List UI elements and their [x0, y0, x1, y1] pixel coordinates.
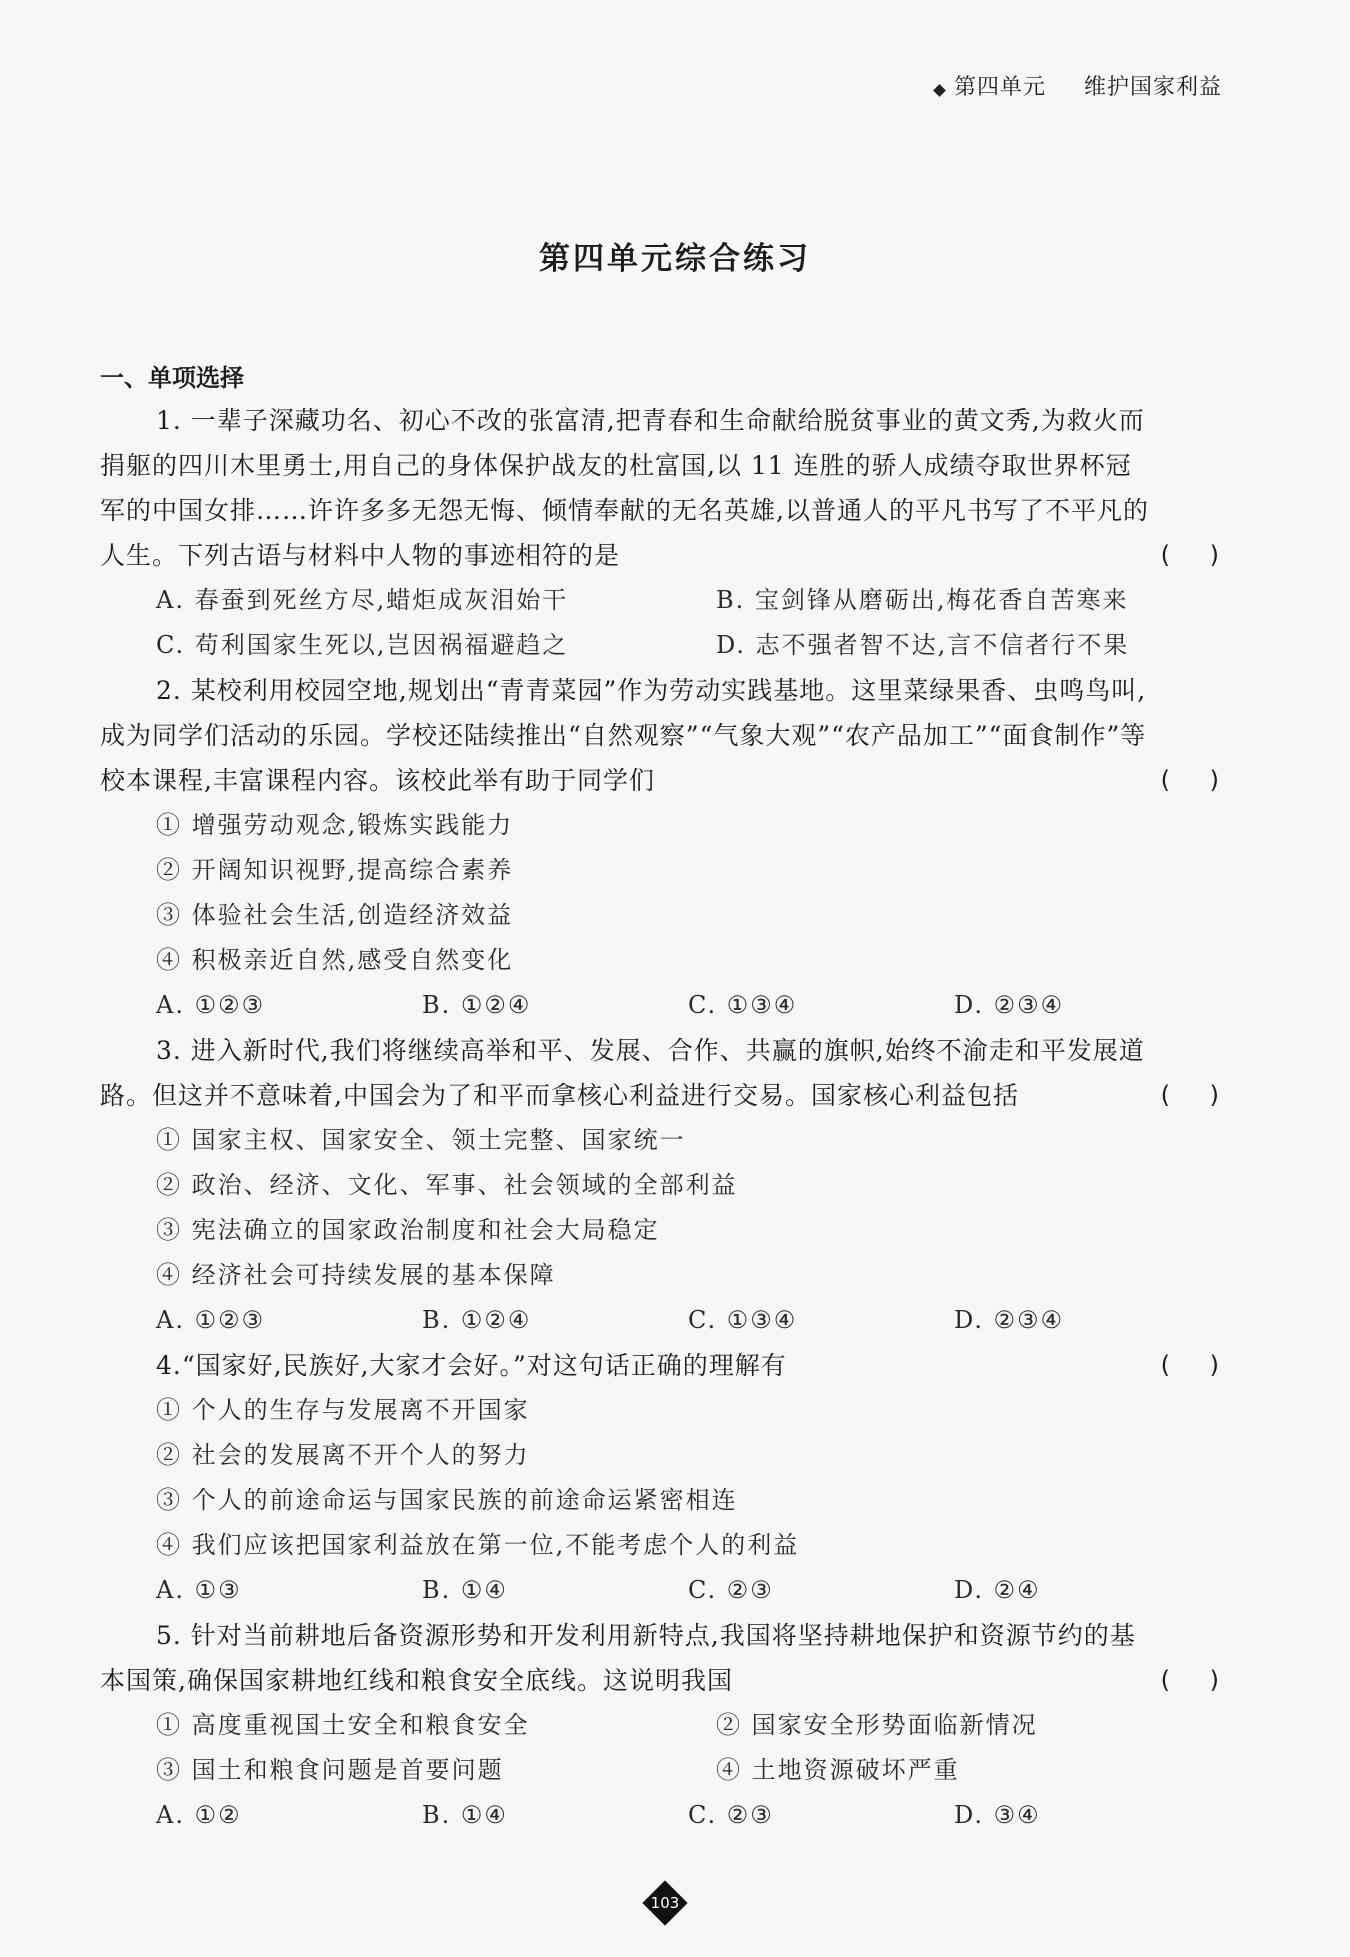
header-topic: 维护国家利益	[1083, 75, 1222, 100]
option-b: B. ①④	[422, 1801, 508, 1829]
question-line: 5. 针对当前耕地后备资源形势和开发利用新特点,我国将坚持耕地保护和资源节约的基	[156, 1621, 1136, 1650]
option-d: D. ②④	[954, 1576, 1041, 1604]
statement-item: ① 增强劳动观念,锻炼实践能力	[156, 811, 514, 839]
option-b: B. ①②④	[422, 1306, 532, 1334]
answer-paren: ( )	[1160, 1351, 1220, 1379]
option-row	[100, 1568, 1220, 1613]
statement-item: ① 个人的生存与发展离不开国家	[156, 1396, 530, 1424]
question-4	[100, 1343, 1220, 1613]
statement-row	[100, 1703, 1220, 1748]
option-d: D. 志不强者智不达,言不信者行不果	[716, 631, 1130, 659]
statement-item: ④ 积极亲近自然,感受自然变化	[156, 946, 514, 974]
statement-item: ③ 个人的前途命运与国家民族的前途命运紧密相连	[156, 1486, 738, 1514]
answer-paren: ( )	[1160, 766, 1220, 794]
option-c: C. ①③④	[688, 991, 798, 1019]
header-unit: 第四单元	[953, 75, 1046, 100]
statement-item: ① 国家主权、国家安全、领土完整、国家统一	[156, 1126, 686, 1154]
option-a: A. ①②	[156, 1801, 242, 1829]
option-row	[100, 578, 1220, 623]
answer-paren: ( )	[1160, 1081, 1220, 1109]
statement-item: ② 开阔知识视野,提高综合素养	[156, 856, 514, 884]
option-a: A. ①③	[156, 1576, 242, 1604]
statement-item: ② 政治、经济、文化、军事、社会领域的全部利益	[156, 1171, 738, 1199]
page-number: 103	[650, 1894, 680, 1912]
option-b: B. ①②④	[422, 991, 532, 1019]
option-a: A. ①②③	[156, 991, 266, 1019]
statement-item: ④ 经济社会可持续发展的基本保障	[156, 1261, 556, 1289]
statement-row	[100, 1748, 1220, 1793]
option-b: B. ①④	[422, 1576, 508, 1604]
question-line	[100, 1073, 1220, 1118]
section-heading: 一、单项选择	[100, 364, 244, 392]
answer-paren: ( )	[1160, 541, 1220, 569]
page-number-badge	[643, 1881, 687, 1925]
question-line: 成为同学们活动的乐园。学校还陆续推出“自然观察”“气象大观”“农产品加工”“面食制作”等	[100, 721, 1147, 750]
option-row	[100, 983, 1220, 1028]
question-line	[100, 1343, 1220, 1388]
statement-item: ③ 体验社会生活,创造经济效益	[156, 901, 514, 929]
question-line	[100, 758, 1220, 803]
question-text: 路。但这并不意味着,中国会为了和平而拿核心利益进行交易。国家核心利益包括	[100, 1081, 1019, 1110]
statement-item: ④ 土地资源破坏严重	[716, 1756, 960, 1784]
questions	[100, 398, 1220, 1838]
option-row	[100, 623, 1220, 668]
statement-item: ② 国家安全形势面临新情况	[716, 1711, 1038, 1739]
option-c: C. ①③④	[688, 1306, 798, 1334]
question-text: 4.“国家好,民族好,大家才会好。”对这句话正确的理解有	[156, 1351, 787, 1380]
option-d: D. ②③④	[954, 1306, 1065, 1334]
option-row	[100, 1298, 1220, 1343]
question-1	[100, 398, 1220, 668]
statement-item: ③ 宪法确立的国家政治制度和社会大局稳定	[156, 1216, 660, 1244]
answer-paren: ( )	[1160, 1666, 1220, 1694]
question-line	[100, 533, 1220, 578]
question-3	[100, 1028, 1220, 1343]
question-line: 捐躯的四川木里勇士,用自己的身体保护战友的杜富国,以 11 连胜的骄人成绩夺取世界杯冠	[100, 451, 1132, 480]
question-5	[100, 1613, 1220, 1838]
option-c: C. ②③	[688, 1801, 774, 1829]
option-row	[100, 1793, 1220, 1838]
statement-item: ④ 我们应该把国家利益放在第一位,不能考虑个人的利益	[156, 1531, 800, 1559]
question-line: 3. 进入新时代,我们将继续高举和平、发展、合作、共赢的旗帜,始终不渝走和平发展道	[156, 1036, 1145, 1065]
option-b: B. 宝剑锋从磨砺出,梅花香自苦寒来	[716, 586, 1129, 614]
question-text: 人生。下列古语与材料中人物的事迹相符的是	[100, 541, 621, 570]
option-d: D. ③④	[954, 1801, 1041, 1829]
question-text: 校本课程,丰富课程内容。该校此举有助于同学们	[100, 766, 655, 795]
option-c: C. 苟利国家生死以,岂因祸福避趋之	[156, 631, 569, 659]
question-line: 1. 一辈子深藏功名、初心不改的张富清,把青春和生命献给脱贫事业的黄文秀,为救火而	[156, 406, 1145, 435]
running-header	[935, 70, 1222, 101]
statement-item: ② 社会的发展离不开个人的努力	[156, 1441, 530, 1469]
statement-item: ③ 国土和粮食问题是首要问题	[156, 1756, 504, 1784]
question-2	[100, 668, 1220, 1028]
page-title: 第四单元综合练习	[539, 241, 811, 277]
option-a: A. ①②③	[156, 1306, 266, 1334]
option-a: A. 春蚕到死丝方尽,蜡炬成灰泪始干	[156, 586, 569, 614]
option-c: C. ②③	[688, 1576, 774, 1604]
diamond-icon	[933, 84, 946, 97]
option-d: D. ②③④	[954, 991, 1065, 1019]
question-line: 2. 某校利用校园空地,规划出“青青菜园”作为劳动实践基地。这里菜绿果香、虫鸣鸟叫,	[156, 676, 1147, 705]
statement-item: ① 高度重视国土安全和粮食安全	[156, 1711, 530, 1739]
question-text: 本国策,确保国家耕地红线和粮食安全底线。这说明我国	[100, 1666, 733, 1695]
question-line	[100, 1658, 1220, 1703]
question-line: 军的中国女排……许许多多无怨无悔、倾情奉献的无名英雄,以普通人的平凡书写了不平凡的	[100, 496, 1149, 525]
